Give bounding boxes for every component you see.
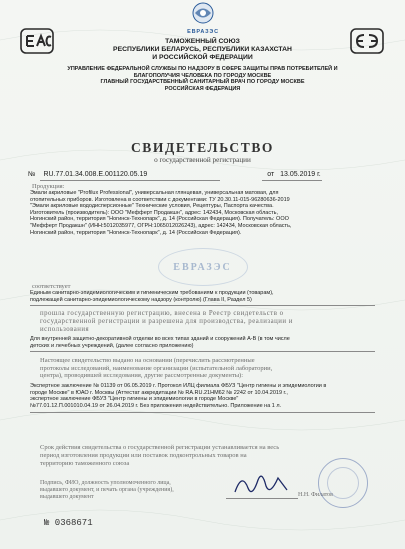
serial-number: № 0368671 xyxy=(44,518,93,528)
signer-name: Н.Н. Филатов xyxy=(298,492,333,498)
validity-line: территорию таможенного союза xyxy=(40,459,130,467)
usage-text xyxy=(30,336,382,349)
product-line: Эмали акриловые "Profilux Professional", универсальная глянцевая, универсальная матовая, для xyxy=(30,190,279,196)
product-line: Ногинский район, территория "Ногинск-Технопарк", д. 14 (Российская Федерация). xyxy=(30,229,242,236)
basis-header xyxy=(40,357,380,380)
validity-line: период изготовления продукции или поставок подконтрольных товаров на xyxy=(40,451,247,459)
compliance-text xyxy=(30,290,382,303)
basis-line: городе Москве" в ЮАО г. Москвы (Аттестат аккредитации № RA.RU.21HM62 № 2242 от 10.04.2019 г., xyxy=(30,389,288,396)
emblem-icon xyxy=(178,2,228,24)
official-stamp-inner xyxy=(327,467,359,499)
basis-line: экспертное заключение ФБУЗ "Центр гигиены и эпидемиологии в городе Москве" xyxy=(30,396,239,403)
validity-line: Срок действия свидетельства о государственной регистрации устанавливается на весь xyxy=(40,444,280,451)
cyrillic-logo-icon xyxy=(350,28,384,54)
reg-date: 13.05.2019 г. xyxy=(280,171,321,178)
authority-line-2: БЛАГОПОЛУЧИЯ ЧЕЛОВЕКА ПО ГОРОДУ МОСКВЕ xyxy=(133,72,272,79)
usage-line: детских и лечебных учреждений, (далее согласно приложению) xyxy=(30,342,194,349)
product-description xyxy=(30,190,382,236)
reg-number: RU.77.01.34.008.Е.001120.05.19 xyxy=(43,171,148,178)
compliance-label: соответствует xyxy=(32,283,71,290)
eurasec-emblem xyxy=(178,2,228,35)
header-line-2: РЕСПУБЛИКИ БЕЛАРУСЬ, РЕСПУБЛИКИ КАЗАХСТАН xyxy=(113,46,292,53)
product-label: Продукция: xyxy=(32,183,65,190)
certificate-title: СВИДЕТЕЛЬСТВО xyxy=(130,140,275,155)
watermark-text: ЕВРАЗЭС xyxy=(173,262,232,273)
basis-header-line: Настоящее свидетельство выдано на основании (перечислить рассмотренные xyxy=(40,357,255,364)
watermark-band xyxy=(0,248,405,286)
compliance-line: подлежащей санитарно-эпидемиологическому надзору (контролю) (Глава II, Раздел 5) xyxy=(30,296,252,303)
eac-emblem-left xyxy=(20,28,54,54)
reg-from-label: от xyxy=(267,171,275,178)
signature-caption xyxy=(40,480,240,502)
basis-header-line: центра), проводившей исследования, другие рассмотренные документы): xyxy=(40,372,244,380)
product-line: "Мефферт Продакшн" (ИНН:5012035977, ОГРН:1065012026243), адрес: 142434, Московская область, xyxy=(30,222,292,229)
emblem-text: ЕВРАЗЭС xyxy=(187,29,219,35)
product-line: "Эмали акриловые вододисперсионные" Технические условия, Рецептуры, Паспорта качества. xyxy=(30,203,274,210)
eac-logo-icon xyxy=(20,28,54,54)
basis-line: Экспертное заключение № 01139 от 06.05.2019 г. Протокол ИЛЦ филиала ФБУЗ "Центр гигиены и эпидемиологии в xyxy=(30,383,327,389)
header-line-1: ТАМОЖЕННЫЙ СОЮЗ xyxy=(165,38,240,45)
reg-no-label: № xyxy=(28,171,36,178)
certificate-subtitle: о государственной регистрации xyxy=(154,156,251,164)
authority-line-1: УПРАВЛЕНИЕ ФЕДЕРАЛЬНОЙ СЛУЖБЫ ПО НАДЗОРУ В СФЕРЕ ЗАЩИТЫ ПРАВ ПОТРЕБИТЕЛЕЙ И xyxy=(67,66,338,72)
product-line: Изготовитель (производитель): ООО "Мефферт Продакшн", адрес: 142434, Московская область, xyxy=(30,209,279,216)
product-line: Ногинский район, территория "Ногинск-Технопарк", д. 14 (Российская Федерация). Получатель: ООО xyxy=(30,216,289,223)
eac-emblem-right xyxy=(350,28,384,54)
header-line-3: И РОССИЙСКОЙ ФЕДЕРАЦИИ xyxy=(152,54,253,61)
basis-documents xyxy=(30,383,390,409)
registry-line: прошла государственную регистрацию, внесена в Реестр свидетельств о xyxy=(40,310,284,317)
authority-line-4: РОССИЙСКАЯ ФЕДЕРАЦИЯ xyxy=(164,85,241,92)
registry-text xyxy=(40,310,380,334)
signature-caption-line: выдавшего документ xyxy=(40,494,94,501)
usage-line: Для внутренней защитно-декоративной отделки во всех типах зданий и сооружений А-В (в том числе xyxy=(30,336,290,342)
basis-header-line: протоколы исследований, наименование организации (испытательной лаборатории, xyxy=(40,364,273,372)
product-line: отопительных приборов. Изготовлена в соответствии с документами: ТУ 20.30.11-015-96280636-2019 xyxy=(30,196,290,203)
compliance-line: Единым санитарно-эпидемиологическим и гигиеническим требованиям к продукции (товарам), xyxy=(30,290,274,296)
authority-line-3: ГЛАВНЫЙ ГОСУДАРСТВЕННЫЙ САНИТАРНЫЙ ВРАЧ ПО ГОРОДУ МОСКВЕ xyxy=(100,79,305,86)
registry-line: государственной регистрации и разрешена для производства, реализации и xyxy=(40,318,293,325)
basis-line: №77.01.12.П.001010.04.19 от 26.04.2019 г. Без приложения недействительно. Приложение на 1 л. xyxy=(30,402,282,409)
signature-caption-line: Подпись, ФИО, должность уполномоченного лица, xyxy=(40,480,171,486)
handwritten-signature xyxy=(232,470,292,500)
signature-caption-line: выдавшего документ, и печать органа (учреждения), xyxy=(40,487,174,494)
official-stamp xyxy=(318,458,368,508)
registry-line: использования xyxy=(40,326,90,333)
